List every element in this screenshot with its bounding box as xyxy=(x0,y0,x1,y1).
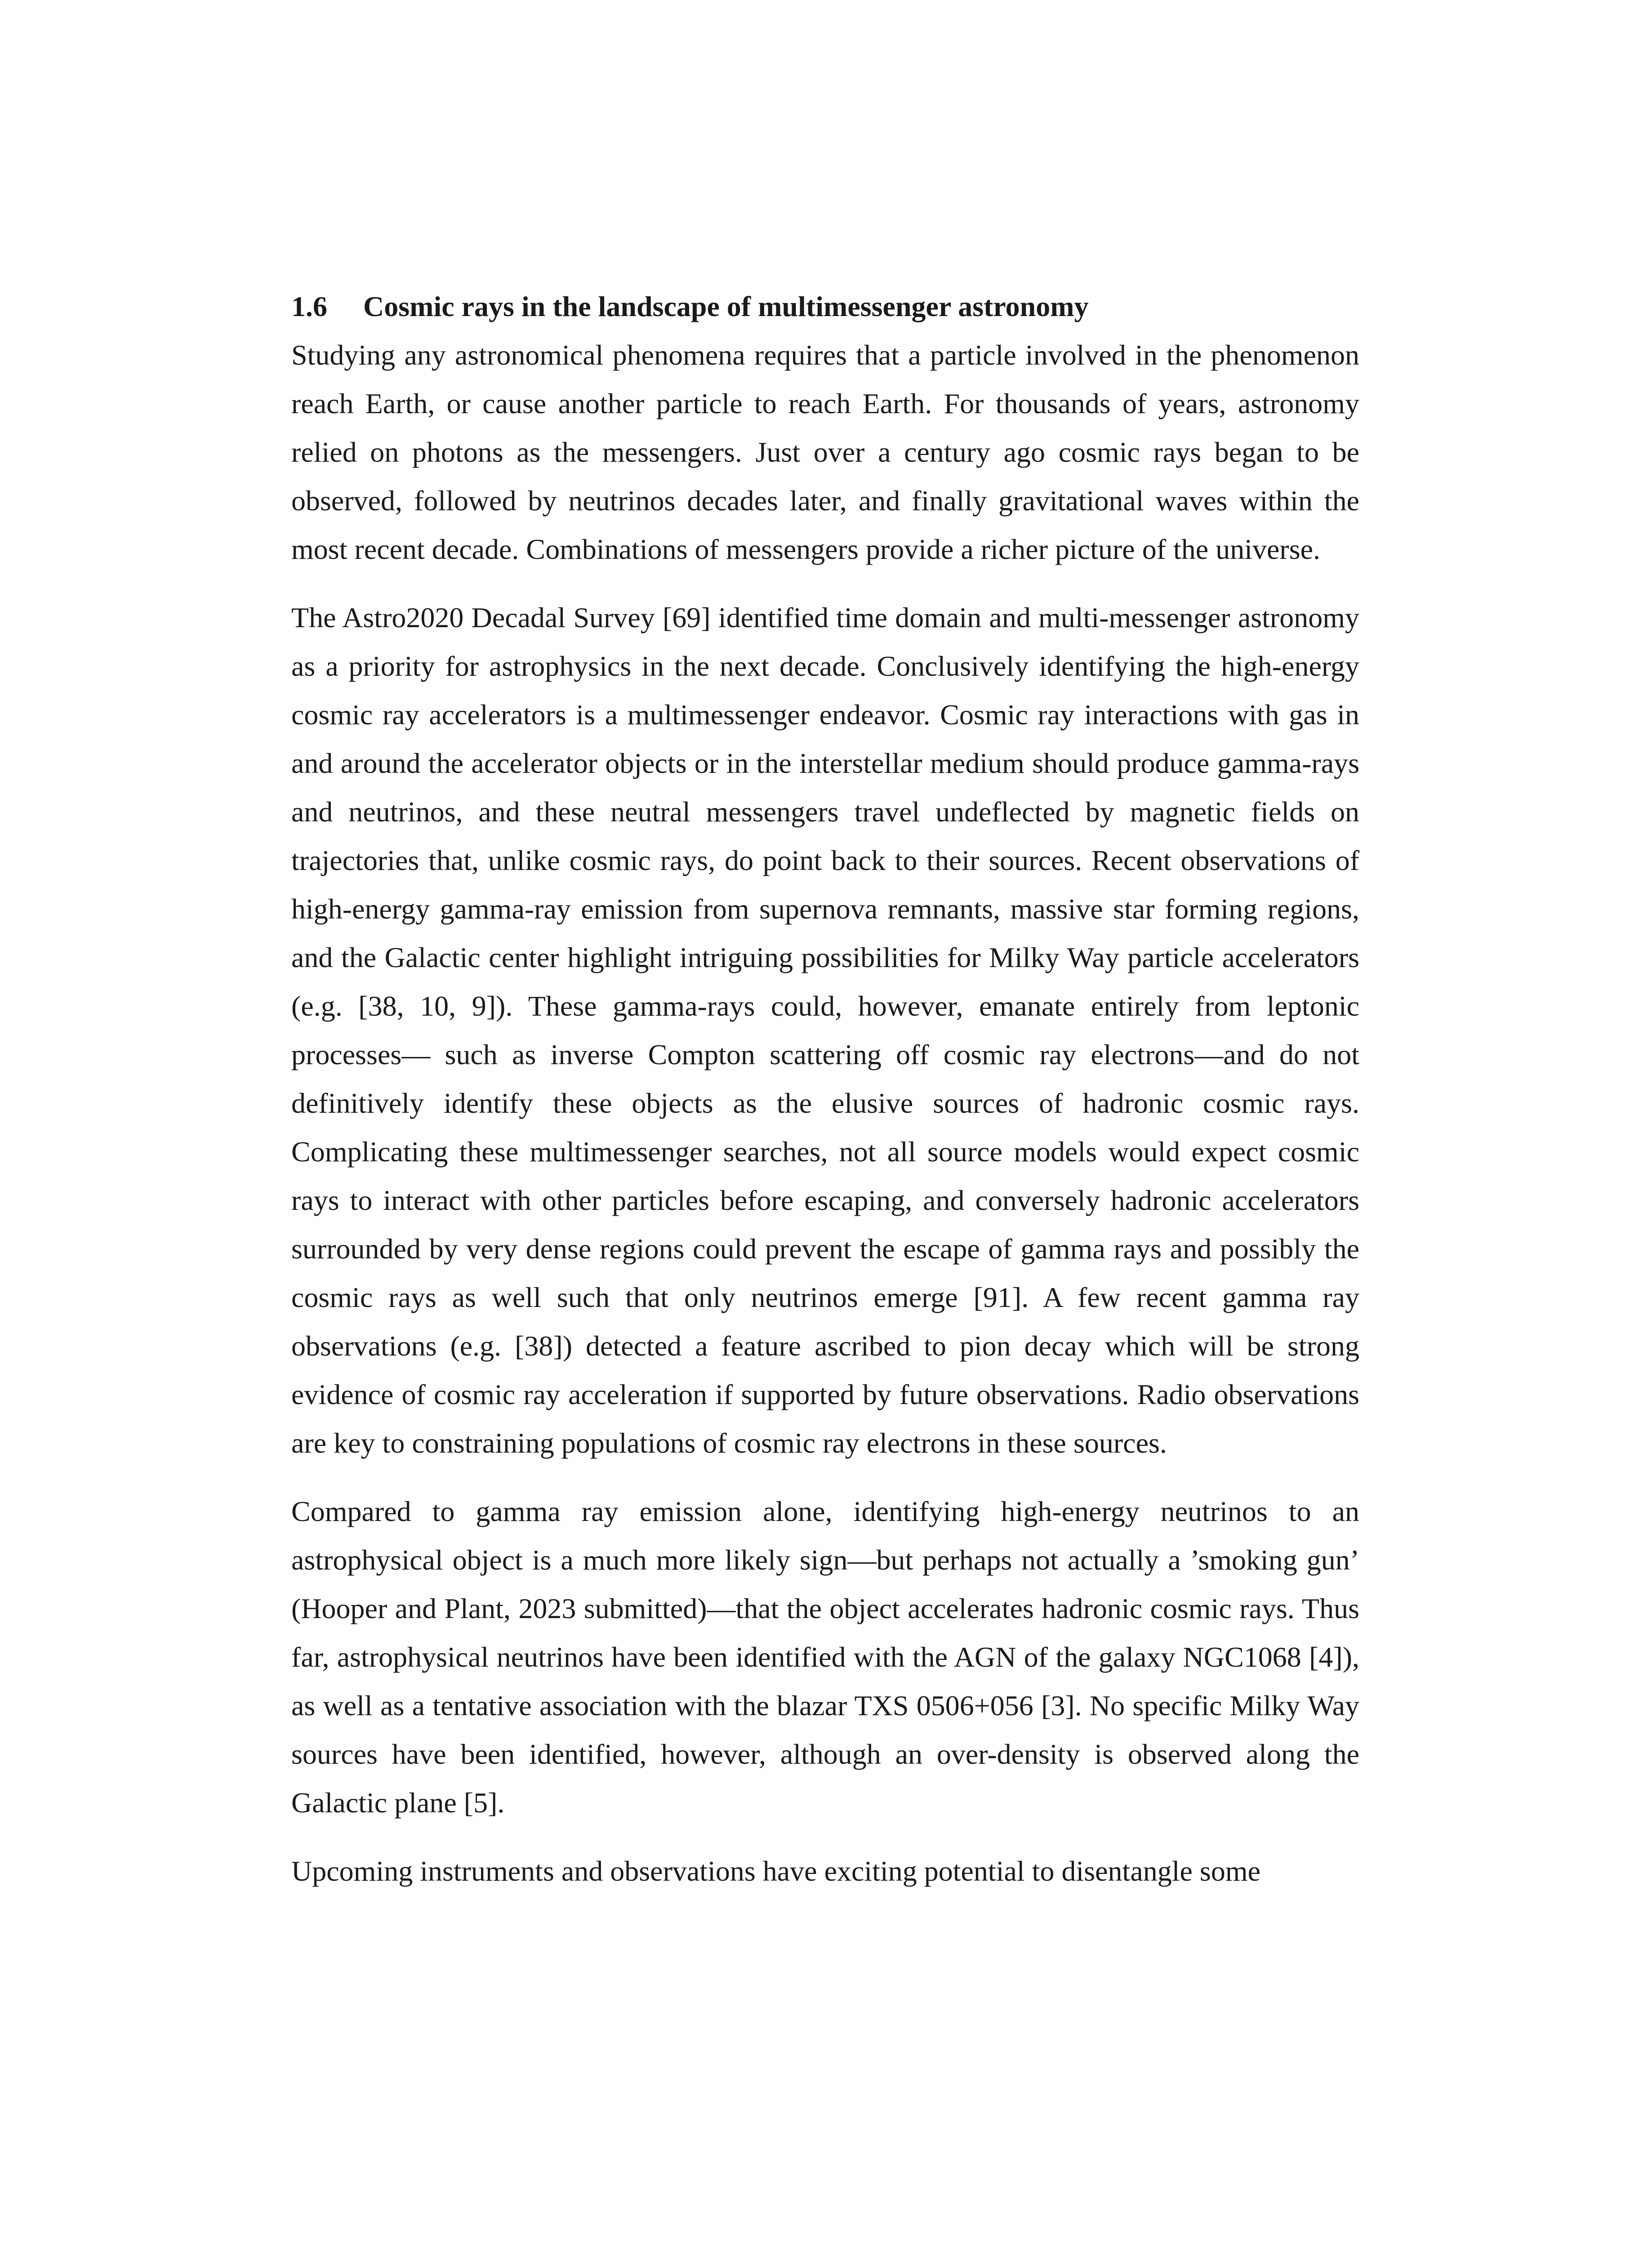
page-body xyxy=(291,282,1359,1896)
section-number: 1.6 xyxy=(291,290,327,322)
paragraph-astro2020-survey: The Astro2020 Decadal Survey [69] identified time domain and multi-messenger astronomy as a priority for astrophysics in the next decade. Conclusively identifying the high-energy cosmic ray accelerators is a multimessenger endeavor. Cosmic ray interactions with gas in and around the accelerator objects or in the interstellar medium should produce gamma-rays and neutrinos, and these neutral messengers travel undeflected by magnetic fields on trajectories that, unlike cosmic rays, do point back to their sources. Recent observations of high-energy gamma-ray emission from supernova remnants, massive star forming regions, and the Galactic center highlight intriguing possibilities for Milky Way particle accelerators (e.g. [38, 10, 9]). These gamma-rays could, however, emanate entirely from leptonic processes— such as inverse Compton scattering off cosmic ray electrons—and do not definitively identify these objects as the elusive sources of hadronic cosmic rays. Complicating these multimessenger searches, not all source models would expect cosmic rays to interact with other particles before escaping, and conversely hadronic accelerators surrounded by very dense regions could prevent the escape of gamma rays and possibly the cosmic rays as well such that only neutrinos emerge [91]. A few recent gamma ray observations (e.g. [38]) detected a feature ascribed to pion decay which will be strong evidence of cosmic ray acceleration if supported by future observations. Radio observations are key to constraining populations of cosmic ray electrons in these sources. xyxy=(291,602,1359,1459)
section-heading xyxy=(291,282,1359,331)
paragraph-neutrino-identification: Compared to gamma ray emission alone, identifying high-energy neutrinos to an astrophysical object is a much more likely sign—but perhaps not actually a ’smoking gun’ (Hooper and Plant, 2023 submitted)—that the object accelerates hadronic cosmic rays. Thus far, astrophysical neutrinos have been identified with the AGN of the galaxy NGC1068 [4]), as well as a tentative association with the blazar TXS 0506+056 [3]. No specific Milky Way sources have been identified, however, although an over-density is observed along the Galactic plane [5]. xyxy=(291,1495,1359,1819)
section-title: Cosmic rays in the landscape of multimessenger astronomy xyxy=(363,290,1089,322)
paragraph-messengers-intro: Studying any astronomical phenomena requires that a particle involved in the phenomenon reach Earth, or cause another particle to reach Earth. For thousands of years, astronomy relied on photons as the messengers. Just over a century ago cosmic rays began to be observed, followed by neutrinos decades later, and finally gravitational waves within the most recent decade. Combinations of messengers provide a richer picture of the universe. xyxy=(291,339,1359,565)
paragraph-upcoming-instruments: Upcoming instruments and observations have exciting potential to disentangle some xyxy=(291,1855,1260,1887)
